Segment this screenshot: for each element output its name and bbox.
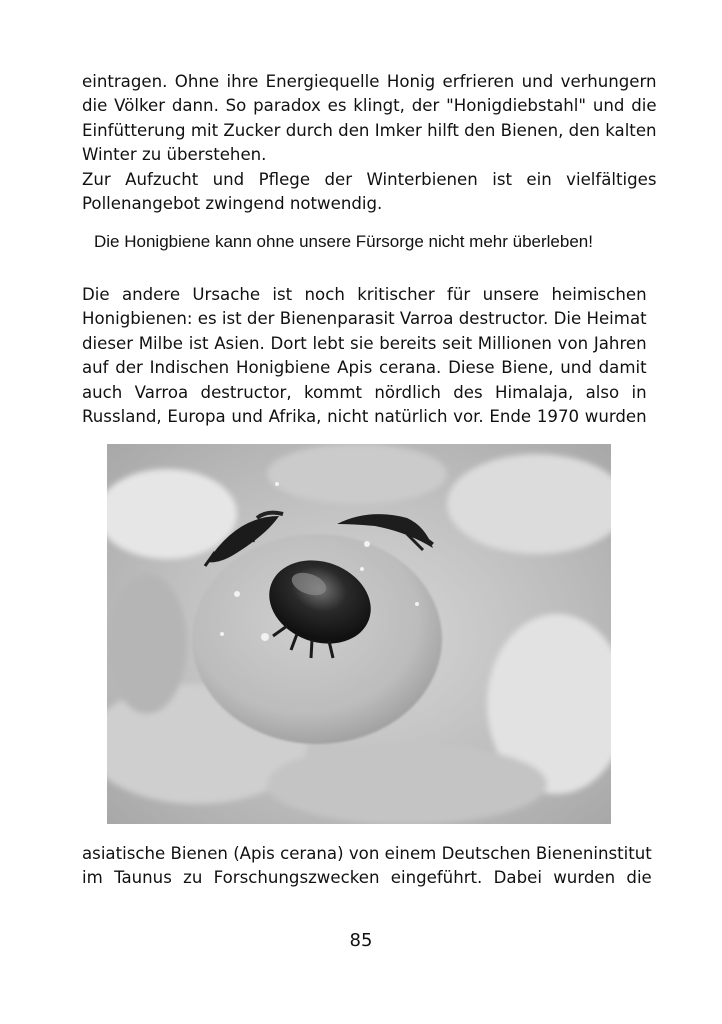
paragraph-3 <box>82 842 652 891</box>
text-line: Pollenangebot zwingend notwendig. <box>82 194 383 214</box>
page-number: 85 <box>349 930 373 951</box>
paragraph-2 <box>82 283 647 429</box>
text-line: eintragen. Ohne ihre Energiequelle Honig erfrieren und verhungern <box>82 72 657 91</box>
text-line: asiatische Bienen (Apis cerana) von einem Deutschen Bieneninstitut <box>82 844 652 863</box>
text-line: Einfütterung mit Zucker durch den Imker hilft den Bienen, den kalten <box>82 120 657 140</box>
text-line: auch Varroa destructor, kommt nördlich des Himalaja, also in <box>82 382 647 402</box>
text-line: Honigbienen: es ist der Bienenparasit Varroa destructor. Die Heimat <box>82 309 647 329</box>
text-line: Russland, Europa und Afrika, nicht natürlich vor. Ende 1970 wurden <box>82 407 647 427</box>
text-line: Zur Aufzucht und Pflege der Winterbienen ist ein vielfältiges <box>82 169 657 189</box>
text-line: dieser Milbe ist Asien. Dort lebt sie bereits seit Millionen von Jahren <box>82 333 647 353</box>
text-line: Winter zu überstehen. <box>82 145 267 165</box>
text-line: Die andere Ursache ist noch kritischer für unsere heimischen <box>82 285 647 304</box>
varroa-mite-photo <box>107 444 611 824</box>
text-line: die Völker dann. So paradox es klingt, der "Honigdiebstahl" und die <box>82 96 657 116</box>
section-heading: Die Honigbiene kann ohne unsere Fürsorge nicht mehr überleben! <box>94 232 593 251</box>
paragraph-1 <box>82 70 657 216</box>
text-line: auf der Indischen Honigbiene Apis cerana. Diese Biene, und damit <box>82 358 647 378</box>
text-line: im Taunus zu Forschungszwecken eingeführt. Dabei wurden die <box>82 868 652 888</box>
